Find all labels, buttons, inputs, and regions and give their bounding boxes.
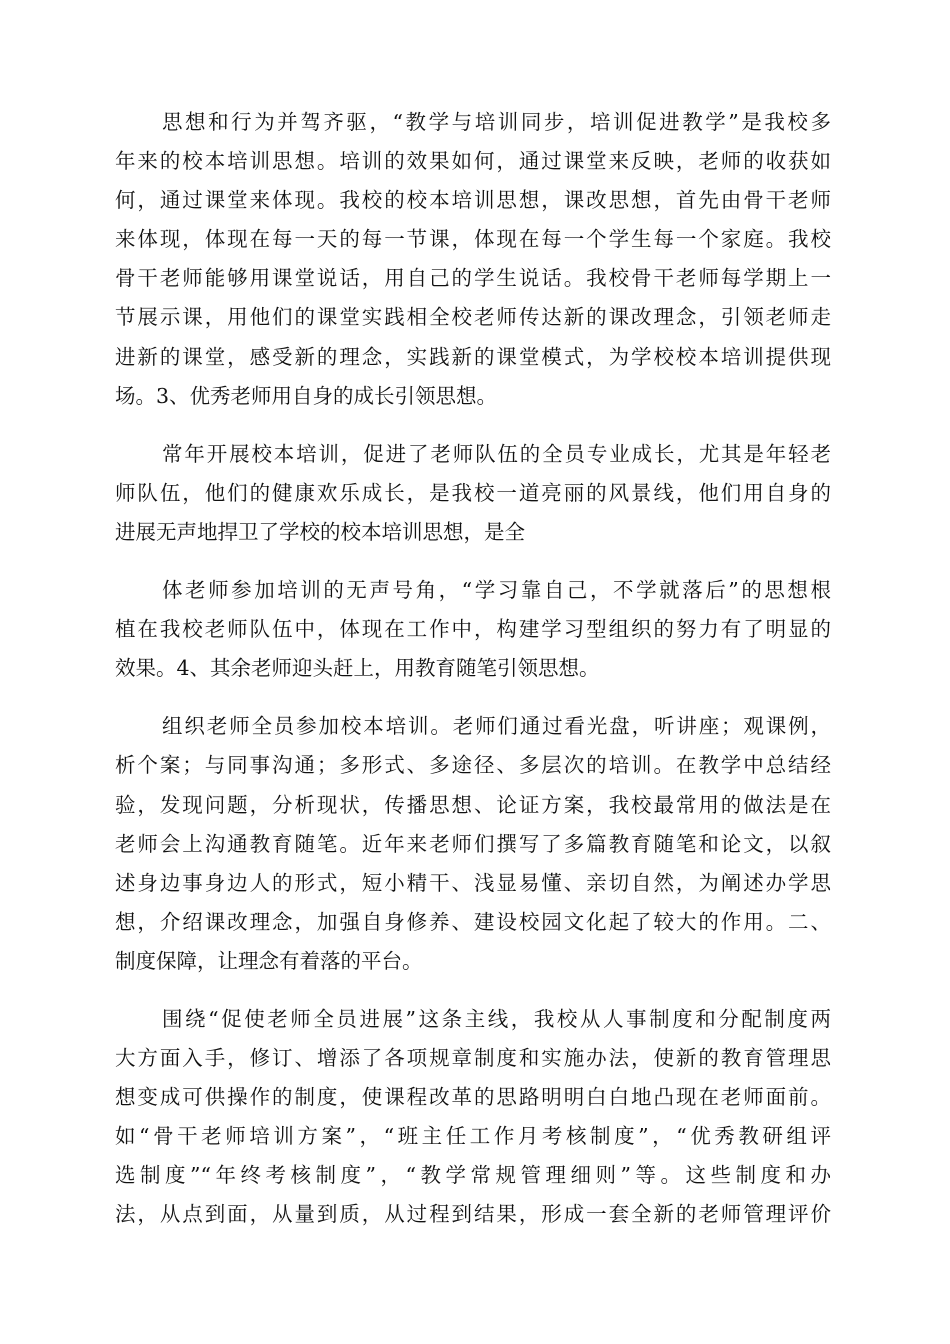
text-line: 植在我校老师队伍中，体现在工作中，构建学习型组织的努力有了明显的	[115, 617, 831, 642]
text-line: 想，介绍课改理念，加强自身修养、建设校园文化起了较大的作用。二、	[115, 909, 831, 934]
text-line: 验，发现问题，分析现状，传播思想、论证方案，我校最常用的做法是在	[115, 792, 831, 817]
text-line: 老师会上沟通教育随笔。近年来老师们撰写了多篇教育随笔和论文，以叙	[115, 831, 831, 856]
text-line: 何，通过课堂来体现。我校的校本培训思想，课改思想，首先由骨干老师	[115, 188, 831, 213]
paragraph-spacer	[115, 981, 831, 1000]
text-line: 场。3、优秀老师用自身的成长引领思想。	[115, 383, 498, 408]
text-line: 述身边事身边人的形式，短小精干、浅显易懂、亲切自然，为阐述办学思	[115, 870, 831, 895]
paragraph-spacer	[115, 688, 831, 707]
text-line: 围绕“促使老师全员进展”这条主线，我校从人事制度和分配制度两	[162, 1006, 831, 1031]
paragraph-spacer	[115, 552, 831, 571]
paragraph	[115, 571, 831, 688]
text-line: 师队伍，他们的健康欢乐成长，是我校一道亮丽的风景线，他们用自身的	[115, 480, 831, 505]
paragraph	[115, 1000, 831, 1235]
text-line: 节展示课，用他们的课堂实践相全校老师传达新的课改理念，引领老师走	[115, 305, 831, 330]
paragraph	[115, 103, 831, 416]
text-line: 骨干老师能够用课堂说话，用自己的学生说话。我校骨干老师每学期上一	[115, 266, 831, 291]
text-line: 制度保障，让理念有着落的平台。	[115, 948, 423, 973]
text-line: 效果。4、其余老师迎头赶上，用教育随笔引领思想。	[115, 656, 600, 681]
text-line: 年来的校本培训思想。培训的效果如何，通过课堂来反映，老师的收获如	[115, 149, 831, 174]
text-line: 组织老师全员参加校本培训。老师们通过看光盘，听讲座；观课例，	[162, 714, 831, 739]
document-body	[115, 103, 831, 1235]
text-line: 法，从点到面，从量到质，从过程到结果，形成一套全新的老师管理评价	[115, 1202, 831, 1227]
text-line: 思想和行为并驾齐驱，“教学与培训同步，培训促进教学”是我校多	[162, 110, 831, 134]
paragraph	[115, 435, 831, 552]
text-line: 大方面入手，修订、增添了各项规章制度和实施办法，使新的教育管理思	[115, 1046, 831, 1071]
text-line: 进展无声地捍卫了学校的校本培训思想，是全	[115, 519, 525, 544]
paragraph	[115, 707, 831, 981]
paragraph-spacer	[115, 416, 831, 435]
text-line: 析个案；与同事沟通；多形式、多途径、多层次的培训。在教学中总结经	[115, 753, 831, 778]
text-line: 想变成可供操作的制度，使课程改革的思路明明白白地凸现在老师面前。	[115, 1085, 831, 1110]
text-line: 常年开展校本培训，促进了老师队伍的全员专业成长，尤其是年轻老	[162, 441, 831, 466]
text-line: 体老师参加培训的无声号角，“学习靠自己，不学就落后”的思想根	[162, 578, 831, 603]
text-line: 进新的课堂，感受新的理念，实践新的课堂模式，为学校校本培训提供现	[115, 344, 831, 369]
text-line: 如“骨干老师培训方案”，“班主任工作月考核制度”，“优秀教研组评	[115, 1124, 831, 1149]
text-line: 选制度”“年终考核制度”，“教学常规管理细则”等。这些制度和办	[115, 1163, 831, 1188]
text-line: 来体现，体现在每一天的每一节课，体现在每一个学生每一个家庭。我校	[115, 227, 831, 252]
